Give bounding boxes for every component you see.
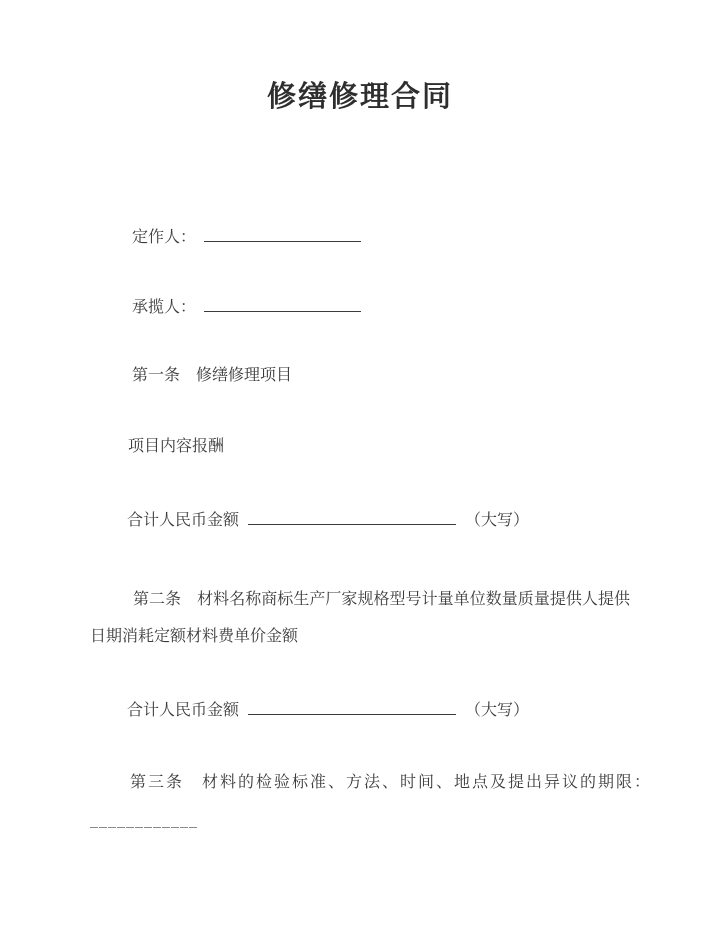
total-amount-blank-field-2 — [248, 697, 456, 715]
total-amount-line-2 — [127, 697, 529, 721]
total-amount-label-2: 合计人民币金额 — [127, 699, 240, 719]
deadline-blank-field: ____________ — [90, 809, 198, 828]
total-amount-blank-field-1 — [248, 507, 456, 525]
total-amount-suffix-2: （大写） — [465, 699, 530, 719]
article3-line — [90, 763, 650, 837]
orderer-label: 定作人： — [132, 226, 197, 246]
total-amount-suffix-1: （大写） — [465, 509, 530, 529]
document-title: 修缮修理合同 — [266, 79, 453, 113]
total-amount-line-1 — [127, 507, 529, 531]
article2-heading: 第二条 材料名称商标生产厂家规格型号计量单位数量质量提供人提供日期消耗定额材料费单价金额 — [90, 589, 630, 645]
article1-body: 项目内容报酬 — [128, 436, 225, 455]
orderer-blank-field — [204, 224, 361, 242]
contractor-line — [132, 294, 361, 318]
contractor-blank-field — [204, 294, 361, 312]
article3-heading: 第三条 材料的检验标准、方法、时间、地点及提出异议的期限： — [130, 772, 650, 791]
contractor-label: 承揽人： — [132, 296, 197, 316]
total-amount-label-1: 合计人民币金额 — [127, 509, 240, 529]
orderer-line — [132, 224, 361, 248]
article1-heading: 第一条 修缮修理项目 — [132, 365, 293, 384]
